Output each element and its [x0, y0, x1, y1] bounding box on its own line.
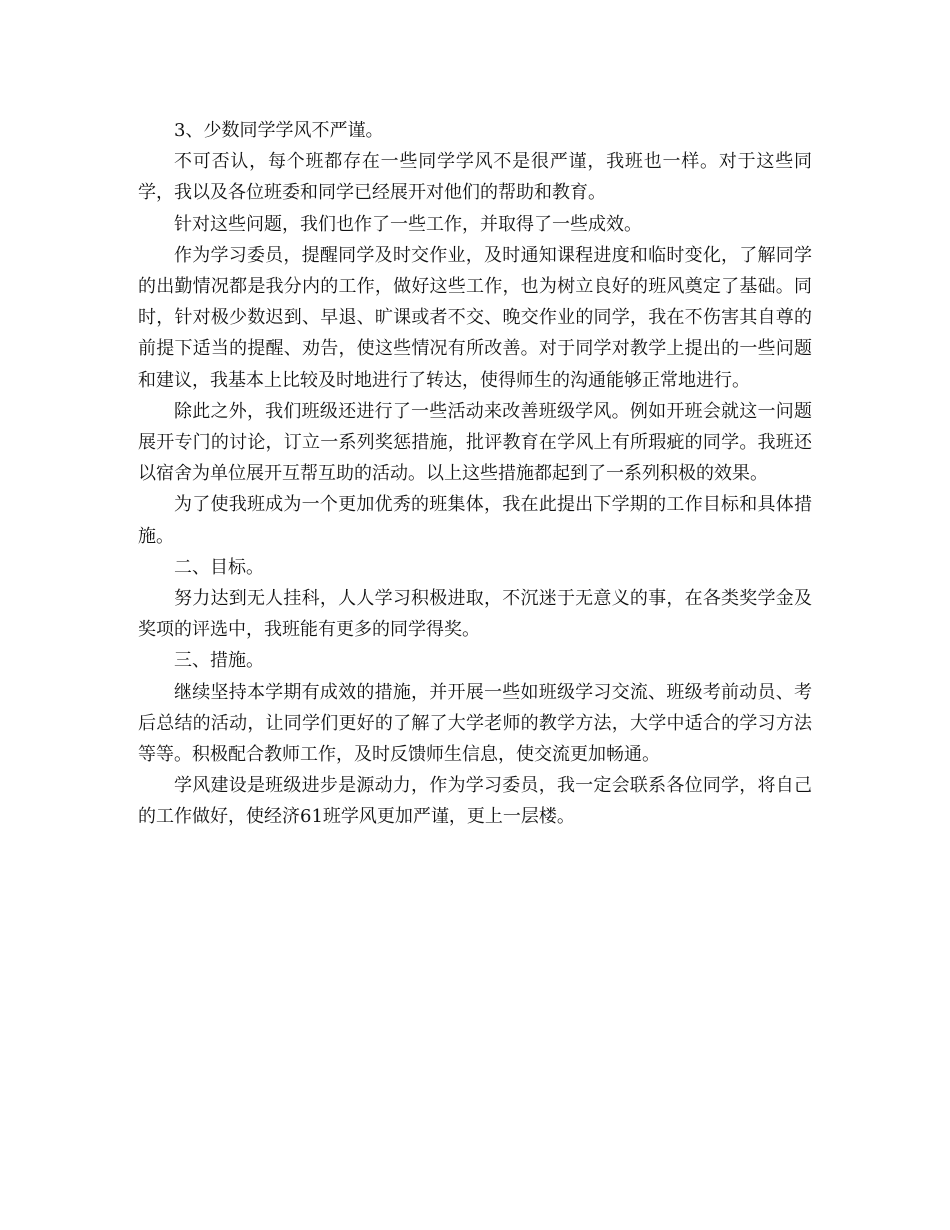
paragraph: 学风建设是班级进步是源动力，作为学习委员，我一定会联系各位同学，将自己的工作做好，使经济61班学风更加严谨，更上一层楼。 — [138, 775, 812, 828]
paragraph: 为了使我班成为一个更加优秀的班集体，我在此提出下学期的工作目标和具体措施。 — [138, 494, 812, 547]
paragraph: 不可否认，每个班都存在一些同学学风不是很严谨，我班也一样。对于这些同学，我以及各位班委和同学已经展开对他们的帮助和教育。 — [138, 151, 812, 204]
paragraph: 除此之外，我们班级还进行了一些活动来改善班级学风。例如开班会就这一问题展开专门的讨论，订立一系列奖惩措施，批评教育在学风上有所瑕疵的同学。我班还以宿舍为单位展开互帮互助的活动。以上这些措施都起到了一系列积极的效果。 — [138, 400, 812, 485]
section-heading-3: 3、少数同学学风不严谨。 — [174, 120, 384, 141]
paragraph: 针对这些问题，我们也作了一些工作，并取得了一些成效。 — [174, 213, 642, 235]
paragraph: 努力达到无人挂科，人人学习积极进取，不沉迷于无意义的事，在各类奖学金及奖项的评选中，我班能有更多的同学得奖。 — [138, 588, 812, 641]
paragraph: 作为学习委员，提醒同学及时交作业，及时通知课程进度和临时变化，了解同学的出勤情况都是我分内的工作，做好这些工作，也为树立良好的班风奠定了基础。同时，针对极少数迟到、早退、旷课或者不交、晚交作业的同学，我在不伤害其自尊的前提下适当的提醒、劝告，使这些情况有所改善。对于同学对教学上提出的一些问题和建议，我基本上比较及时地进行了转达，使得师生的沟通能够正常地进行。 — [138, 244, 812, 391]
section-heading-measures: 三、措施。 — [174, 650, 264, 672]
section-heading-goals: 二、目标。 — [174, 556, 264, 578]
paragraph: 继续坚持本学期有成效的措施，并开展一些如班级学习交流、班级考前动员、考后总结的活动，让同学们更好的了解了大学老师的教学方法，大学中适合的学习方法等等。积极配合教师工作，及时反馈师生信息，使交流更加畅通。 — [138, 681, 812, 766]
